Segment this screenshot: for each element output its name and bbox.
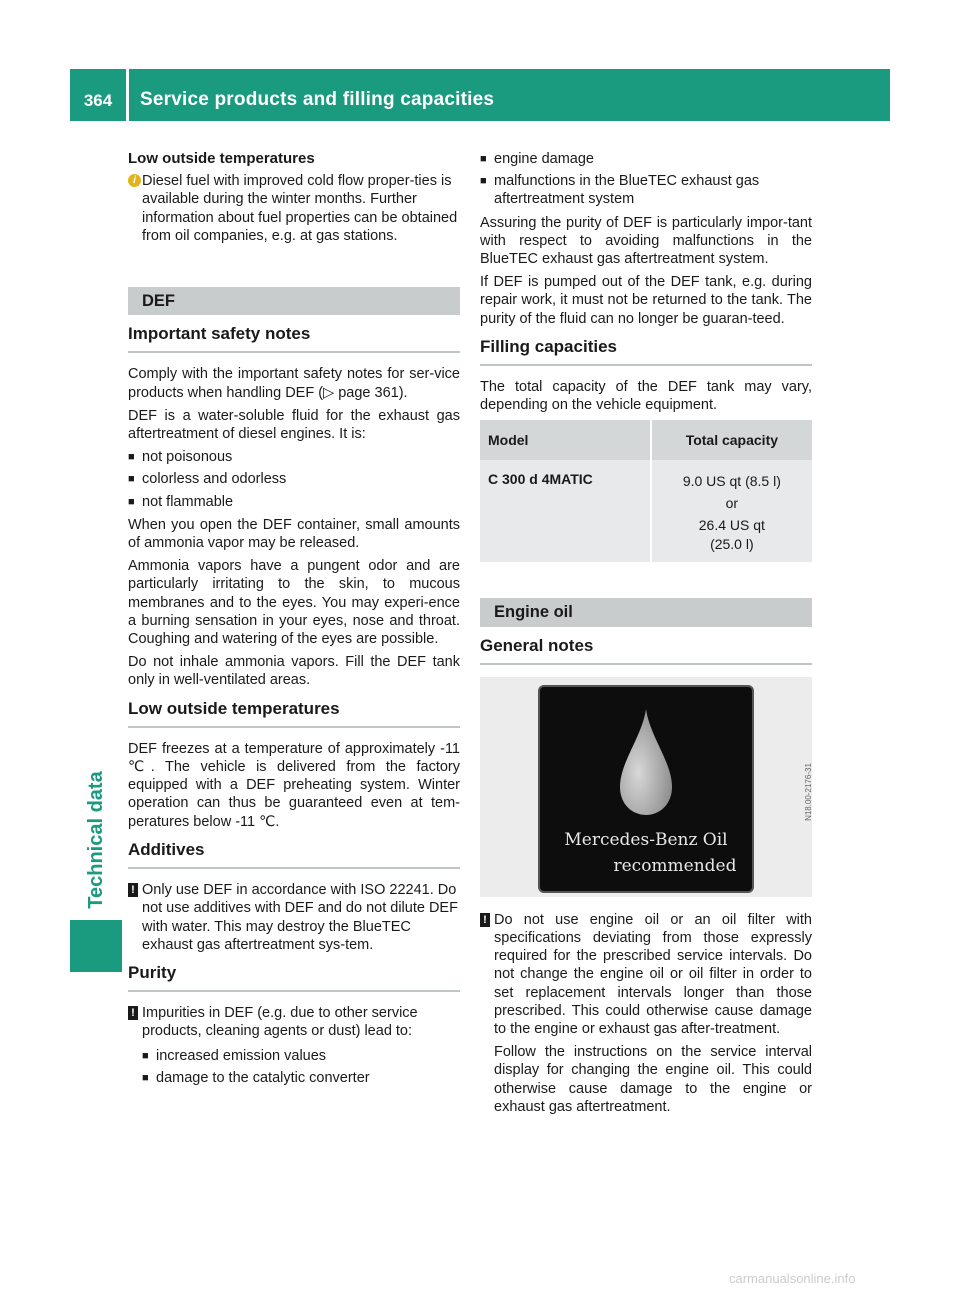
- oil-drop-icon: [618, 707, 674, 817]
- list-item-text: increased emission values: [156, 1047, 327, 1064]
- additives-heading: Additives: [128, 841, 460, 869]
- list-item-text: damage to the catalytic converter: [156, 1069, 370, 1086]
- list-item: [128, 470, 460, 488]
- list-item-text: not poisonous: [142, 449, 233, 466]
- warning-icon: !: [128, 1006, 138, 1020]
- safety-notes-heading: Important safety notes: [128, 325, 460, 353]
- left-column: [128, 150, 460, 1092]
- fuel-info-text: Diesel fuel with improved cold flow proper-ties is available during the winter months. Further information about fuel properties can be obtained from oil companies, e.g. at gas stations.: [142, 173, 458, 244]
- footer-watermark: carmanualsonline.info: [729, 1271, 856, 1286]
- purity-p2: If DEF is pumped out of the DEF tank, e.g. during repair work, it must not be returned to the tank. The purity of the fluid can no longer be guaran-teed.: [480, 274, 812, 327]
- bullet-icon: ■: [142, 1071, 149, 1084]
- purity-effects-list: [142, 1047, 460, 1087]
- oil-brand-line1: Mercedes-Benz Oil: [564, 829, 728, 850]
- purity-effects-list-cont: [480, 150, 812, 209]
- cell-model: C 300 d 4MATIC: [480, 460, 651, 562]
- purity-warning: [128, 1004, 460, 1040]
- safety-p4: Ammonia vapors have a pungent odor and are particularly irritating to the skin, to mucous membranes and to the eyes. You may experi-ence a burning sensation in your eyes, nose and throat. Coughing and watering of the eyes are possible.: [128, 558, 460, 648]
- capacity-line3: (25.0 l): [710, 536, 754, 553]
- oil-brand-line2: recommended: [613, 855, 737, 876]
- list-item: [480, 150, 812, 168]
- engine-oil-warning-p2: Follow the instructions on the service interval display for changing the engine oil. This could otherwise cause damage to the engine or exhaust gas aftertreatment.: [494, 1044, 812, 1115]
- page-number: 364: [83, 91, 113, 110]
- low-temp-fuel-heading: Low outside temperatures: [128, 150, 315, 167]
- purity-p1: Assuring the purity of DEF is particularly impor-tant with respect to avoiding malfunctions in the BlueTEC exhaust gas aftertreatment system.: [480, 214, 812, 268]
- filling-p1: The total capacity of the DEF tank may vary, depending on the vehicle equipment.: [480, 379, 812, 414]
- safety-p3: When you open the DEF container, small amounts of ammonia vapor may be released.: [128, 516, 460, 552]
- table-row: [480, 460, 812, 562]
- engine-oil-warning-p1: Do not use engine oil or an oil filter with specifications deviating from those expressly required for the prescribed service intervals. Do not change the engine oil or oil filter in order to set replacement intervals longer than those prescribed. This could otherwise cause damage to the engine or exhaust gas after-treatment.: [494, 911, 812, 1038]
- warning-icon: !: [480, 913, 490, 927]
- header-divider: [126, 69, 129, 121]
- low-temp-p1: DEF freezes at a temperature of approximately -11 ℃. The vehicle is delivered from the factory equipped with a DEF preheating system. Winter operation can thus be guaranteed even at tem-peratures below -11 ℃.: [128, 740, 460, 830]
- bullet-icon: ■: [128, 473, 135, 486]
- low-temp-heading: Low outside temperatures: [128, 700, 460, 728]
- engine-oil-heading: Engine oil: [480, 598, 812, 626]
- capacity-line1: 9.0 US qt (8.5 l): [682, 473, 781, 490]
- additives-warning-text: Only use DEF in accordance with ISO 22241. Do not use additives with DEF and do not dilute DEF with water. This may destroy the BlueTEC exhaust gas aftertreatment sys-tem.: [142, 882, 458, 953]
- oil-recommended-image: [480, 677, 812, 897]
- page-header: [70, 69, 890, 121]
- filling-capacities-heading: Filling capacities: [480, 338, 812, 366]
- image-code: [800, 717, 813, 867]
- list-item: [128, 493, 460, 511]
- bullet-icon: ■: [142, 1049, 149, 1062]
- purity-warning-text: Impurities in DEF (e.g. due to other service products, cleaning agents or dust) lead to:: [142, 1005, 418, 1040]
- additives-warning: [128, 881, 460, 954]
- bullet-icon: ■: [128, 451, 135, 464]
- warning-icon: !: [128, 883, 138, 897]
- list-item: [142, 1047, 460, 1065]
- capacity-table: [480, 420, 812, 562]
- safety-p5: Do not inhale ammonia vapors. Fill the DEF tank only in well-ventilated areas.: [128, 654, 460, 689]
- def-properties-list: [128, 448, 460, 511]
- list-item-text: malfunctions in the BlueTEC exhaust gas aftertreatment system: [494, 173, 760, 208]
- def-section-heading: DEF: [128, 287, 460, 315]
- safety-p2: DEF is a water-soluble fluid for the exhaust gas aftertreatment of diesel engines. It is:: [128, 407, 460, 443]
- fuel-info-note: [128, 172, 460, 245]
- col-header-model: Model: [480, 420, 651, 460]
- info-icon: i: [128, 174, 141, 187]
- bullet-icon: ■: [480, 175, 487, 188]
- capacity-or: or: [725, 495, 739, 512]
- purity-heading: Purity: [128, 964, 460, 992]
- capacity-line2: 26.4 US qt: [698, 517, 765, 534]
- page-title: Service products and filling capacities: [140, 89, 495, 110]
- list-item: [142, 1069, 460, 1087]
- list-item: [480, 172, 812, 208]
- list-item-text: engine damage: [494, 151, 594, 167]
- bullet-icon: ■: [480, 153, 487, 165]
- table-header-row: [480, 420, 812, 460]
- side-tab-marker: [70, 920, 122, 972]
- safety-p1: Comply with the important safety notes for ser-vice products when handling DEF (▷ page 361).: [128, 366, 460, 401]
- engine-oil-warning: [480, 911, 812, 1116]
- right-column: [480, 150, 812, 1122]
- bullet-icon: ■: [128, 495, 135, 508]
- col-header-capacity: Total capacity: [651, 420, 812, 460]
- cell-capacity: [651, 460, 812, 562]
- general-notes-heading: General notes: [480, 637, 812, 665]
- side-label-text: Technical data: [85, 771, 107, 909]
- image-code-text: N18.00-2176-31: [804, 762, 813, 821]
- oil-sign-panel: [538, 685, 754, 893]
- list-item-text: not flammable: [142, 493, 234, 510]
- list-item: [128, 448, 460, 466]
- list-item-text: colorless and odorless: [142, 471, 287, 488]
